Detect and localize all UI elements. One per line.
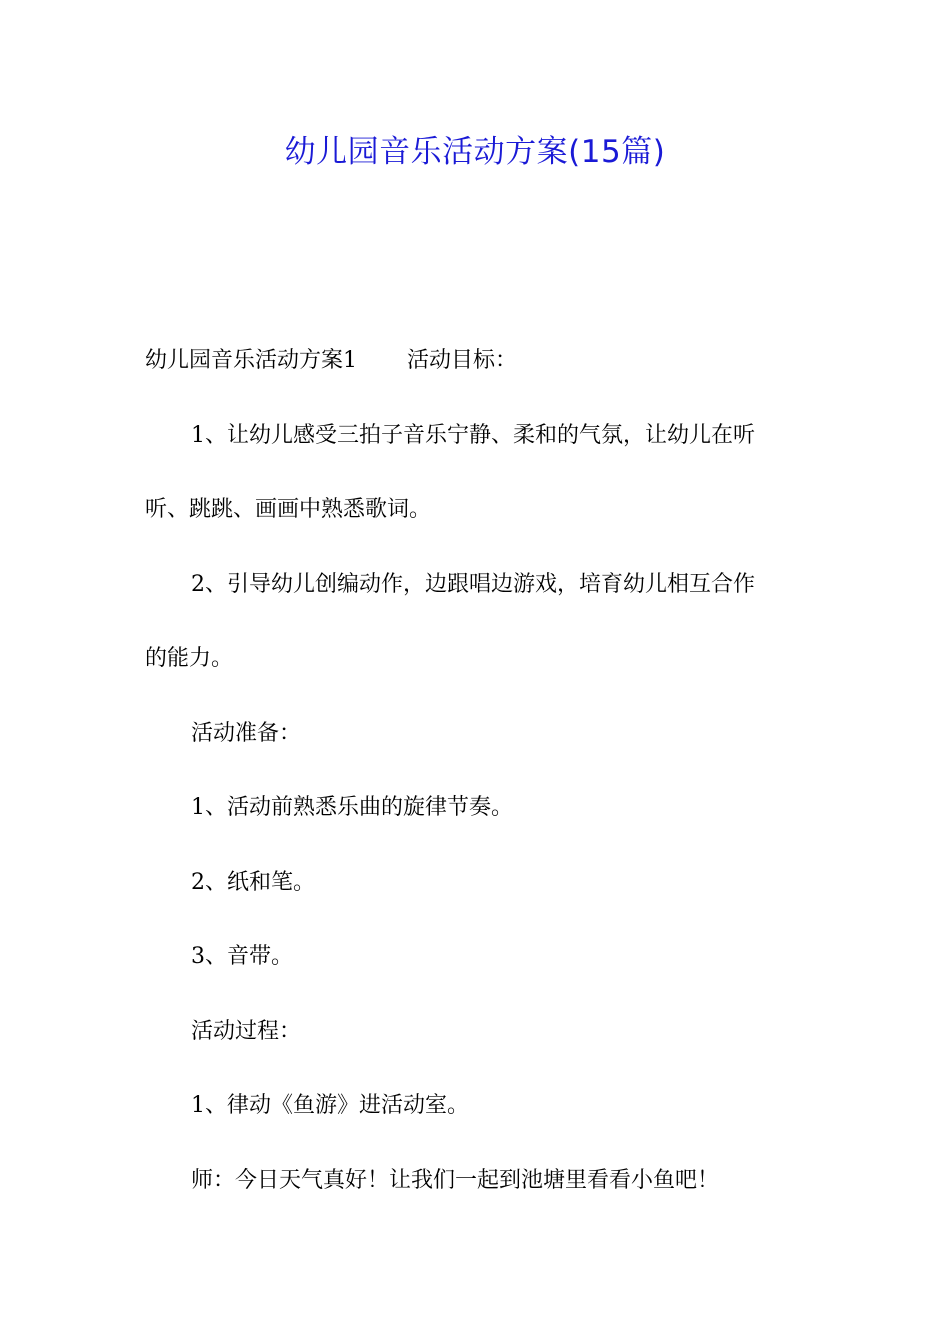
section-heading: 幼儿园音乐活动方案1 [145, 348, 357, 373]
prep-item-3: 3、音带。 [191, 944, 293, 969]
goal-2-line-2: 的能力。 [145, 646, 234, 671]
goal-2-line-1: 2、引导幼儿创编动作，边跟唱边游戏，培育幼儿相互合作 [191, 572, 755, 597]
teacher-line: 师：今日天气真好！让我们一起到池塘里看看小鱼吧！ [191, 1168, 720, 1193]
goal-1-line-1: 1、让幼儿感受三拍子音乐宁静、柔和的气氛，让幼儿在听 [191, 423, 755, 448]
prep-label: 活动准备： [191, 721, 302, 746]
process-label: 活动过程： [191, 1019, 302, 1044]
prep-item-1: 1、活动前熟悉乐曲的旋律节奏。 [191, 795, 513, 820]
process-item-1: 1、律动《鱼游》进活动室。 [191, 1093, 469, 1118]
document-title: 幼儿园音乐活动方案(15篇) [284, 134, 666, 170]
prep-item-2: 2、纸和笔。 [191, 870, 315, 895]
goal-1-line-2: 听、跳跳、画画中熟悉歌词。 [145, 497, 432, 522]
goals-label: 活动目标： [407, 348, 518, 373]
section-heading-row [145, 343, 810, 379]
